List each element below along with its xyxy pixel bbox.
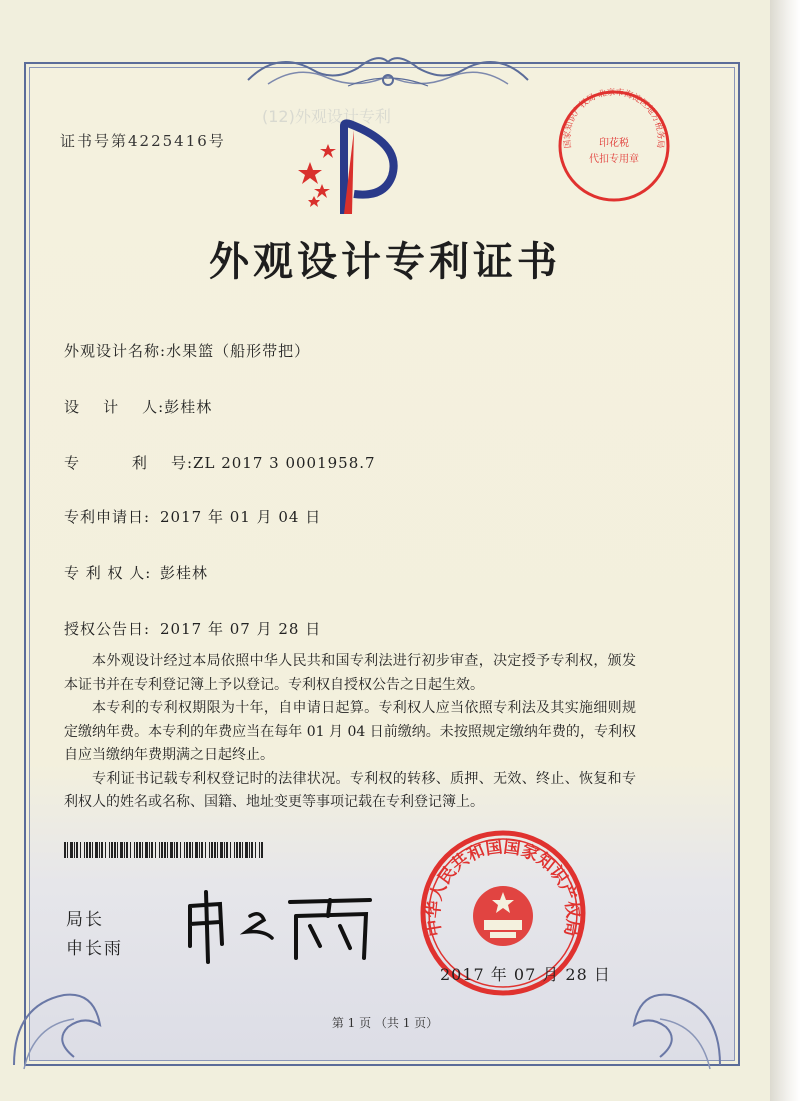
seal-text: 印花税	[599, 138, 629, 149]
field-label: 专利申请日:	[64, 508, 151, 526]
field-value: 2017 年 07 月 28 日	[160, 620, 322, 638]
field-label: 专 利 权 人:	[64, 564, 152, 582]
field-label: 外观设计名称:	[64, 342, 167, 360]
field-designer	[64, 396, 212, 417]
cnipa-logo-icon	[292, 114, 412, 224]
field-grant-date	[64, 618, 321, 639]
page-footer: 第 1 页 （共 1 页）	[331, 1016, 439, 1030]
official-role: 局长	[66, 910, 104, 930]
seal-text: 中华人民共和国国家知识产权局	[423, 837, 583, 938]
field-patentee	[64, 562, 208, 583]
barcode-icon	[64, 842, 264, 858]
seal-date: 2017 年 07 月 28 日	[440, 965, 611, 984]
field-value: ZL 2017 3 0001958.7	[193, 454, 376, 472]
paragraph: 本外观设计经过本局依照中华人民共和国专利法进行初步审查，决定授予专利权，颁发本证书并在专利登记簿上予以登记。专利权自授权公告之日起生效。	[64, 653, 636, 693]
background-watermark: (12)外观设计专利	[262, 107, 391, 126]
certificate-number: 证书号第4225416号	[60, 132, 226, 150]
certificate-body	[64, 650, 636, 815]
certificate-title: 外观设计专利证书	[209, 239, 561, 285]
field-label: 授权公告日:	[64, 620, 151, 638]
field-value: 彭桂林	[164, 398, 213, 416]
tax-seal-icon	[556, 88, 672, 204]
field-value: 2017 年 01 月 04 日	[160, 508, 322, 526]
signature-icon	[180, 886, 380, 966]
paragraph: 专利证书记载专利权登记时的法律状况。专利权的转移、质押、无效、终止、恢复和专利权人的姓名或名称、国籍、地址变更等事项记载在专利登记簿上。	[64, 770, 636, 810]
seal-text: 国家知识产权局 北京市海淀区地方税务局	[562, 88, 666, 149]
field-value: 水果篮（船形带把）	[166, 342, 311, 360]
field-value: 彭桂林	[160, 564, 209, 582]
field-label: 专 利 号:	[64, 454, 194, 472]
field-design-name	[64, 340, 310, 361]
top-ornament-icon	[238, 40, 538, 96]
scanner-edge	[770, 0, 800, 1101]
official-name: 申长雨	[66, 939, 123, 959]
seal-text: 代扣专用章	[589, 154, 639, 165]
field-application-date	[64, 506, 321, 527]
field-label: 设 计 人:	[64, 398, 165, 416]
paragraph: 本专利的专利权期限为十年，自申请日起算。专利权人应当依照专利法及其实施细则规定缴纳年费。本专利的年费应当在每年 01 月 04 日前缴纳。未按照规定缴纳年费的，专利权自应当缴纳年费期满之日起终止。	[64, 700, 636, 763]
field-patent-number	[64, 452, 376, 473]
